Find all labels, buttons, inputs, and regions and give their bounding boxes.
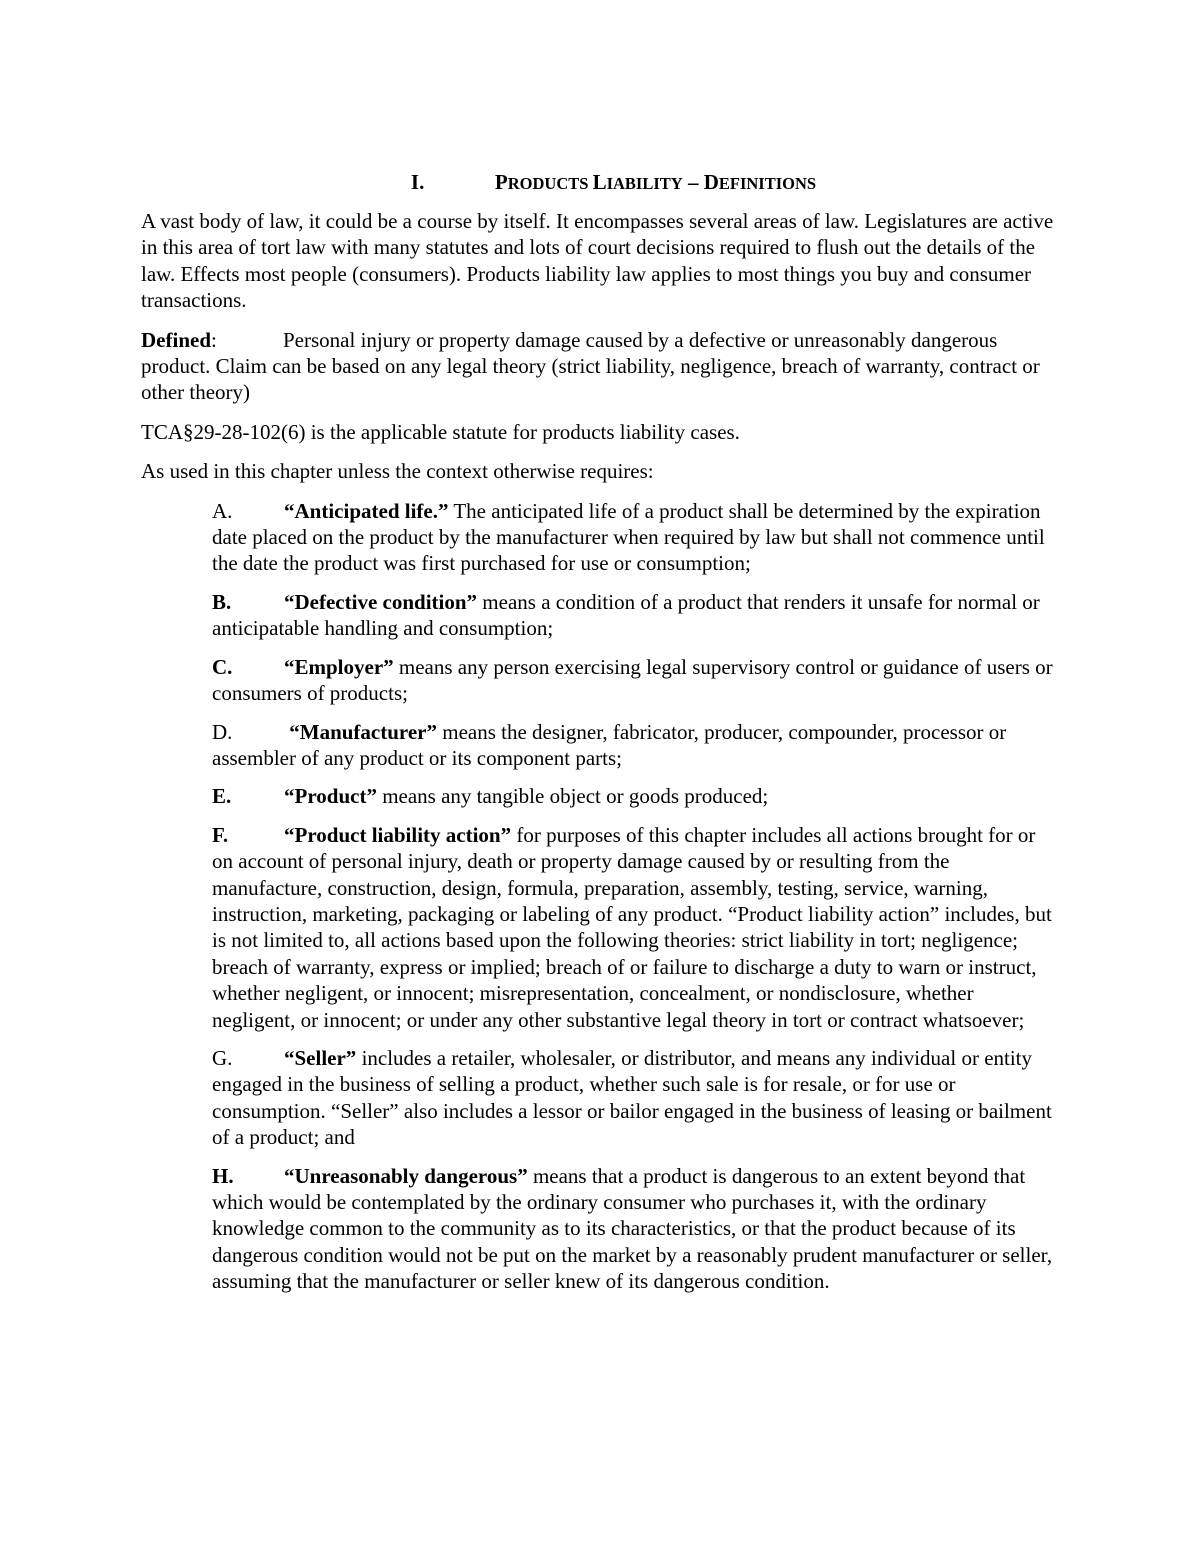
intro-paragraph: A vast body of law, it could be a course by itself. It encompasses several areas of law. Legislatures are active in this area of tort law with many statutes and lots of court decisions required to flush out the details of the law. Effects most people (consumers). Products liability law applies to most things you buy and consumer transactions. — [141, 209, 1054, 313]
definition-term: “Unreasonably dangerous” — [284, 1163, 528, 1188]
defined-text: Personal injury or property damage caused by a defective or unreasonably dangerous product. Claim can be based on any legal theory (strict liability, negligence, breach of warranty, contract or other theory) — [141, 327, 1040, 405]
document-page — [141, 168, 1056, 1307]
definition-item — [212, 654, 1056, 707]
definition-text: means any tangible object or goods produced; — [376, 784, 769, 809]
definition-letter: F. — [212, 822, 229, 847]
definition-term: “Product” — [284, 784, 377, 809]
definition-text: for purposes of this chapter includes all actions brought for or on account of personal injury, death or property damage caused by or resulting from the manufacture, construction, design, formula, preparation, assembly, testing, service, warning, instruction, marketing, packaging or labeling of any product. “Product liability action” includes, but is not limited to, all actions based upon the following theories: strict liability in tort; negligence; breach of warranty, express or implied; breach of or failure to discharge a duty to warn or instruct, whether negligent, or innocent; misrepresentation, concealment, or nondisclosure, whether negligent, or innocent; or under any other substantive legal theory in tort or contract whatsoever; — [212, 822, 1052, 1032]
definition-letter: B. — [212, 589, 232, 614]
definition-text: means a condition of a product that renders it unsafe for normal or anticipatable handling and consumption; — [212, 589, 1040, 641]
definition-item — [212, 783, 1056, 809]
definition-letter: A. — [212, 498, 233, 523]
section-number: I. — [410, 170, 425, 194]
definition-item — [212, 589, 1056, 642]
definition-item — [212, 1163, 1056, 1295]
definition-term: “Seller” — [284, 1045, 357, 1070]
definition-item — [212, 822, 1056, 1033]
definition-text: The anticipated life of a product shall be determined by the expiration date placed on the product by the manufacturer when required by law but shall not commence until the date the product was first purchased for use or consumption; — [212, 498, 1045, 576]
definition-letter: C. — [212, 654, 233, 679]
defined-label: Defined: — [141, 327, 217, 352]
heading-title: PRODUCTS LIABILITY – DEFINITIONS — [494, 170, 817, 194]
definition-letter: E. — [212, 784, 232, 809]
definition-term: “Manufacturer” — [284, 719, 437, 744]
definition-text: includes a retailer, wholesaler, or distributor, and means any individual or entity engaged in the business of selling a product, whether such sale is for resale, or for use or consumption. “Seller” also includes a lessor or bailor engaged in the business of leasing or bailment of a product; and — [212, 1045, 1052, 1150]
definition-text: means the designer, fabricator, producer, compounder, processor or assembler of any product or its component parts; — [212, 719, 1007, 770]
definition-item — [212, 1045, 1056, 1151]
definition-term: “Product liability action” — [284, 822, 512, 847]
definition-letter: H. — [212, 1163, 234, 1188]
definition-term: “Defective condition” — [284, 589, 478, 614]
definition-item — [212, 719, 1056, 772]
definitions-list — [212, 498, 1056, 1295]
definition-term: “Anticipated life.” — [284, 498, 449, 523]
statute-paragraph: TCA§29-28-102(6) is the applicable statute for products liability cases. — [141, 419, 740, 444]
defined-paragraph — [141, 327, 1056, 406]
definition-letter: G. — [212, 1045, 233, 1070]
section-heading — [141, 168, 1056, 198]
definition-term: “Employer” — [284, 654, 394, 679]
definition-text: means that a product is dangerous to an extent beyond that which would be contemplated by the ordinary consumer who purchases it, with the ordinary knowledge common to the community as to its characteristics, or that the product because of its dangerous condition would not be put on the market by a reasonably prudent manufacturer or seller, assuming that the manufacturer or seller knew of its dangerous condition. — [212, 1163, 1053, 1294]
definition-text: means any person exercising legal supervisory control or guidance of users or consumers of products; — [212, 654, 1053, 706]
definition-letter: D. — [212, 719, 233, 744]
chapter-intro-paragraph: As used in this chapter unless the context otherwise requires: — [141, 459, 654, 484]
definition-item — [212, 498, 1056, 577]
